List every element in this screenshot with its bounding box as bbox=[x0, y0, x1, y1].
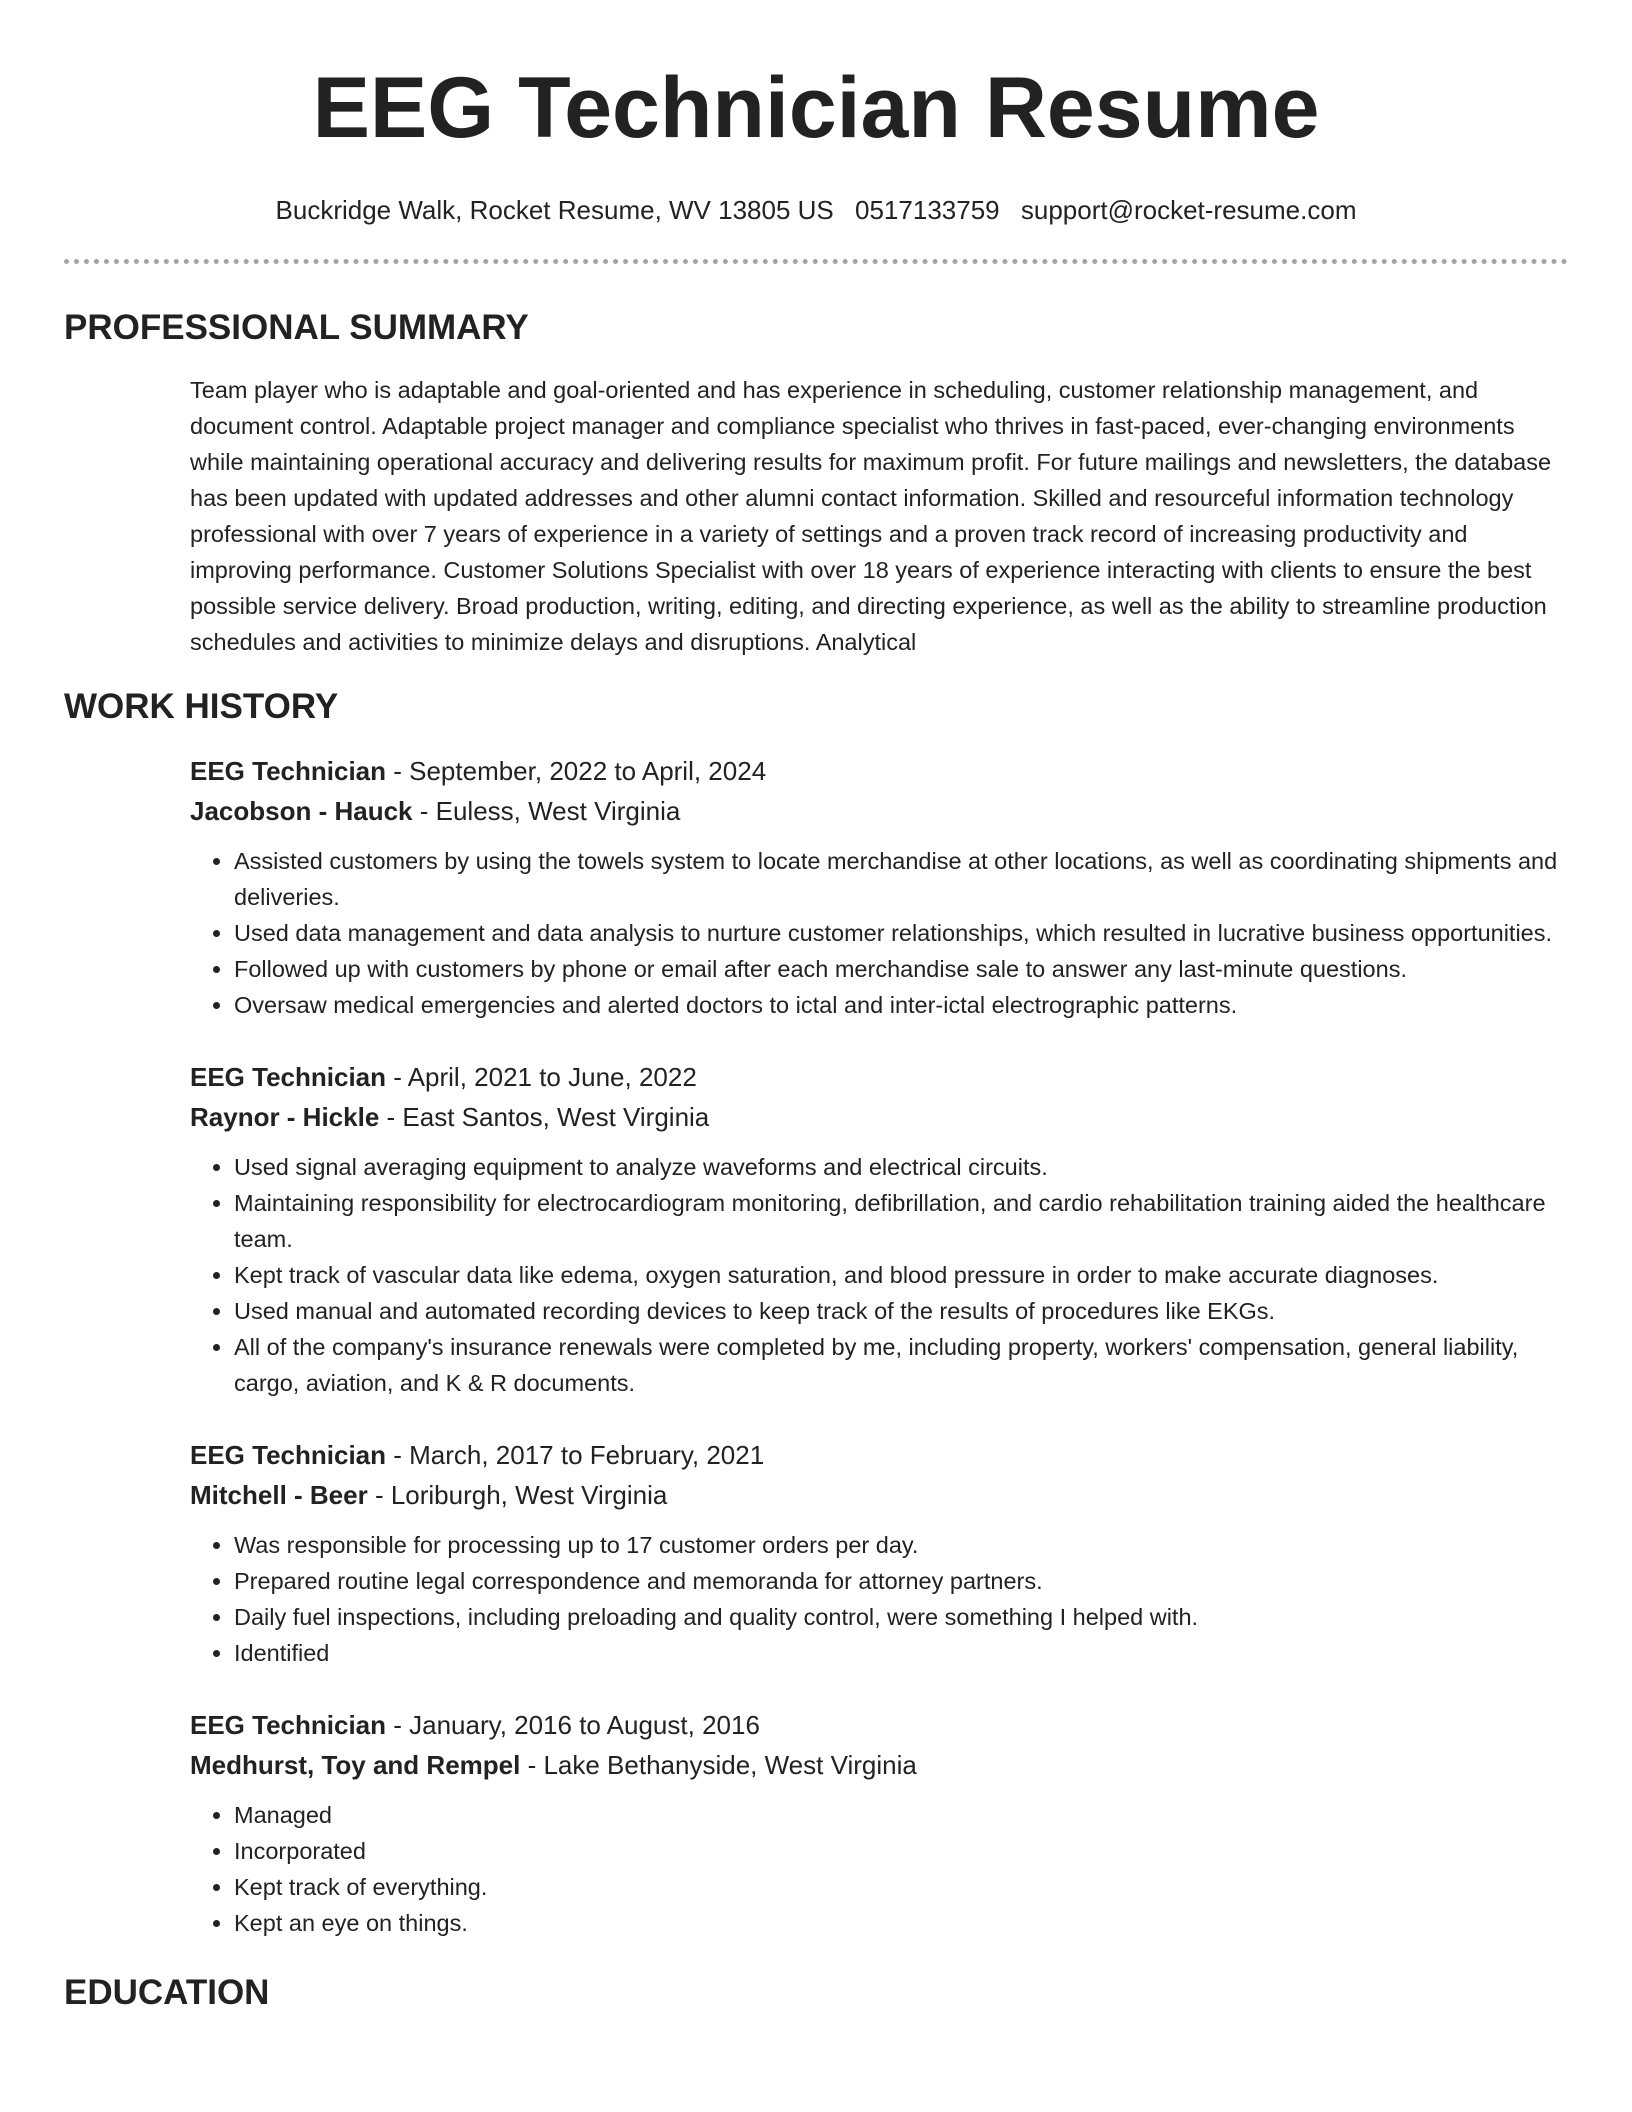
job-duties bbox=[190, 843, 1568, 1023]
job-dates: - March, 2017 to February, 2021 bbox=[386, 1440, 765, 1470]
duty-item: • Used data management and data analysis to nurture customer relationships, which resulted in lucrative business opportunities. bbox=[234, 915, 1568, 951]
job-dates: - April, 2021 to June, 2022 bbox=[386, 1062, 697, 1092]
duty-item: • Used manual and automated recording devices to keep track of the results of procedures like EKGs. bbox=[234, 1293, 1568, 1329]
job-location: - Loriburgh, West Virginia bbox=[367, 1480, 668, 1510]
duty-item: • Kept an eye on things. bbox=[234, 1905, 1568, 1941]
job-title: EEG Technician bbox=[190, 1440, 387, 1470]
duty-item: • Incorporated bbox=[234, 1833, 1568, 1869]
duty-item: • Managed bbox=[234, 1797, 1568, 1833]
job-duties bbox=[190, 1527, 1568, 1671]
header-divider bbox=[64, 259, 1568, 264]
contact-email[interactable]: support@rocket-resume.com bbox=[1020, 195, 1357, 225]
job-company: Medhurst, Toy and Rempel bbox=[190, 1750, 521, 1780]
duty-item: • Identified bbox=[234, 1635, 1568, 1671]
job-title: EEG Technician bbox=[190, 1710, 387, 1740]
job-company: Raynor - Hickle bbox=[190, 1102, 380, 1132]
job-company: Mitchell - Beer bbox=[190, 1480, 368, 1510]
contact-line bbox=[64, 194, 1568, 226]
job-company-line bbox=[190, 791, 1568, 831]
job-duties bbox=[190, 1149, 1568, 1401]
job-company-line bbox=[190, 1097, 1568, 1137]
section-heading-summary: PROFESSIONAL SUMMARY bbox=[64, 308, 529, 347]
duty-item: • Daily fuel inspections, including preloading and quality control, were something I helped with. bbox=[234, 1599, 1568, 1635]
duty-item: • Assisted customers by using the towels system to locate merchandise at other locations, as well as coordinating shipments and deliveries. bbox=[234, 843, 1568, 915]
contact-address: Buckridge Walk, Rocket Resume, WV 13805 US bbox=[275, 195, 834, 225]
contact-phone: 0517133759 bbox=[855, 195, 1000, 225]
job-title: EEG Technician bbox=[190, 1062, 387, 1092]
job-title-line bbox=[190, 1705, 1568, 1745]
job-duties bbox=[190, 1797, 1568, 1941]
job-dates: - September, 2022 to April, 2024 bbox=[386, 756, 767, 786]
job-company-line bbox=[190, 1475, 1568, 1515]
job-entry bbox=[190, 1705, 1568, 1941]
resume-title: EEG Technician Resume bbox=[312, 60, 1320, 156]
section-heading-work-history: WORK HISTORY bbox=[64, 687, 339, 726]
duty-item: • Was responsible for processing up to 17 customer orders per day. bbox=[234, 1527, 1568, 1563]
duty-item: • Prepared routine legal correspondence and memoranda for attorney partners. bbox=[234, 1563, 1568, 1599]
job-location: - Euless, West Virginia bbox=[412, 796, 681, 826]
job-entry bbox=[190, 1435, 1568, 1671]
job-location: - East Santos, West Virginia bbox=[379, 1102, 710, 1132]
job-company: Jacobson - Hauck bbox=[190, 796, 413, 826]
work-history-list bbox=[190, 751, 1568, 1941]
duty-item: • Kept track of vascular data like edema, oxygen saturation, and blood pressure in order to make accurate diagnoses. bbox=[234, 1257, 1568, 1293]
duty-item: • All of the company's insurance renewals were completed by me, including property, workers' compensation, general liability, cargo, aviation, and K & R documents. bbox=[234, 1329, 1568, 1401]
resume-page bbox=[64, 0, 1568, 2015]
job-title-line bbox=[190, 751, 1568, 791]
duty-item: • Used signal averaging equipment to analyze waveforms and electrical circuits. bbox=[234, 1149, 1568, 1185]
job-entry bbox=[190, 751, 1568, 1023]
duty-item: • Kept track of everything. bbox=[234, 1869, 1568, 1905]
job-dates: - January, 2016 to August, 2016 bbox=[386, 1710, 760, 1740]
job-company-line bbox=[190, 1745, 1568, 1785]
summary-text: Team player who is adaptable and goal-oriented and has experience in scheduling, customer relationship management, and document control. Adaptable project manager and compliance specialist who thrives in fast-paced, ever-changing environments while maintaining operational accuracy and delivering results for maximum profit. For future mailings and newsletters, the database has been updated with updated addresses and other alumni contact information. Skilled and resourceful information technology professional with over 7 years of experience in a variety of settings and a proven track record of increasing productivity and improving performance. Customer Solutions Specialist with over 18 years of experience interacting with clients to ensure the best possible service delivery. Broad production, writing, editing, and directing experience, as well as the ability to streamline production schedules and activities to minimize delays and disruptions. Analytical bbox=[190, 377, 1552, 655]
duty-item: • Followed up with customers by phone or email after each merchandise sale to answer any last-minute questions. bbox=[234, 951, 1568, 987]
job-title: EEG Technician bbox=[190, 756, 387, 786]
job-entry bbox=[190, 1057, 1568, 1401]
section-heading-education: EDUCATION bbox=[64, 1973, 270, 2012]
job-location: - Lake Bethanyside, West Virginia bbox=[520, 1750, 917, 1780]
job-title-line bbox=[190, 1057, 1568, 1097]
job-title-line bbox=[190, 1435, 1568, 1475]
duty-item: • Oversaw medical emergencies and alerted doctors to ictal and inter-ictal electrographic patterns. bbox=[234, 987, 1568, 1023]
duty-item: • Maintaining responsibility for electrocardiogram monitoring, defibrillation, and cardio rehabilitation training aided the healthcare team. bbox=[234, 1185, 1568, 1257]
